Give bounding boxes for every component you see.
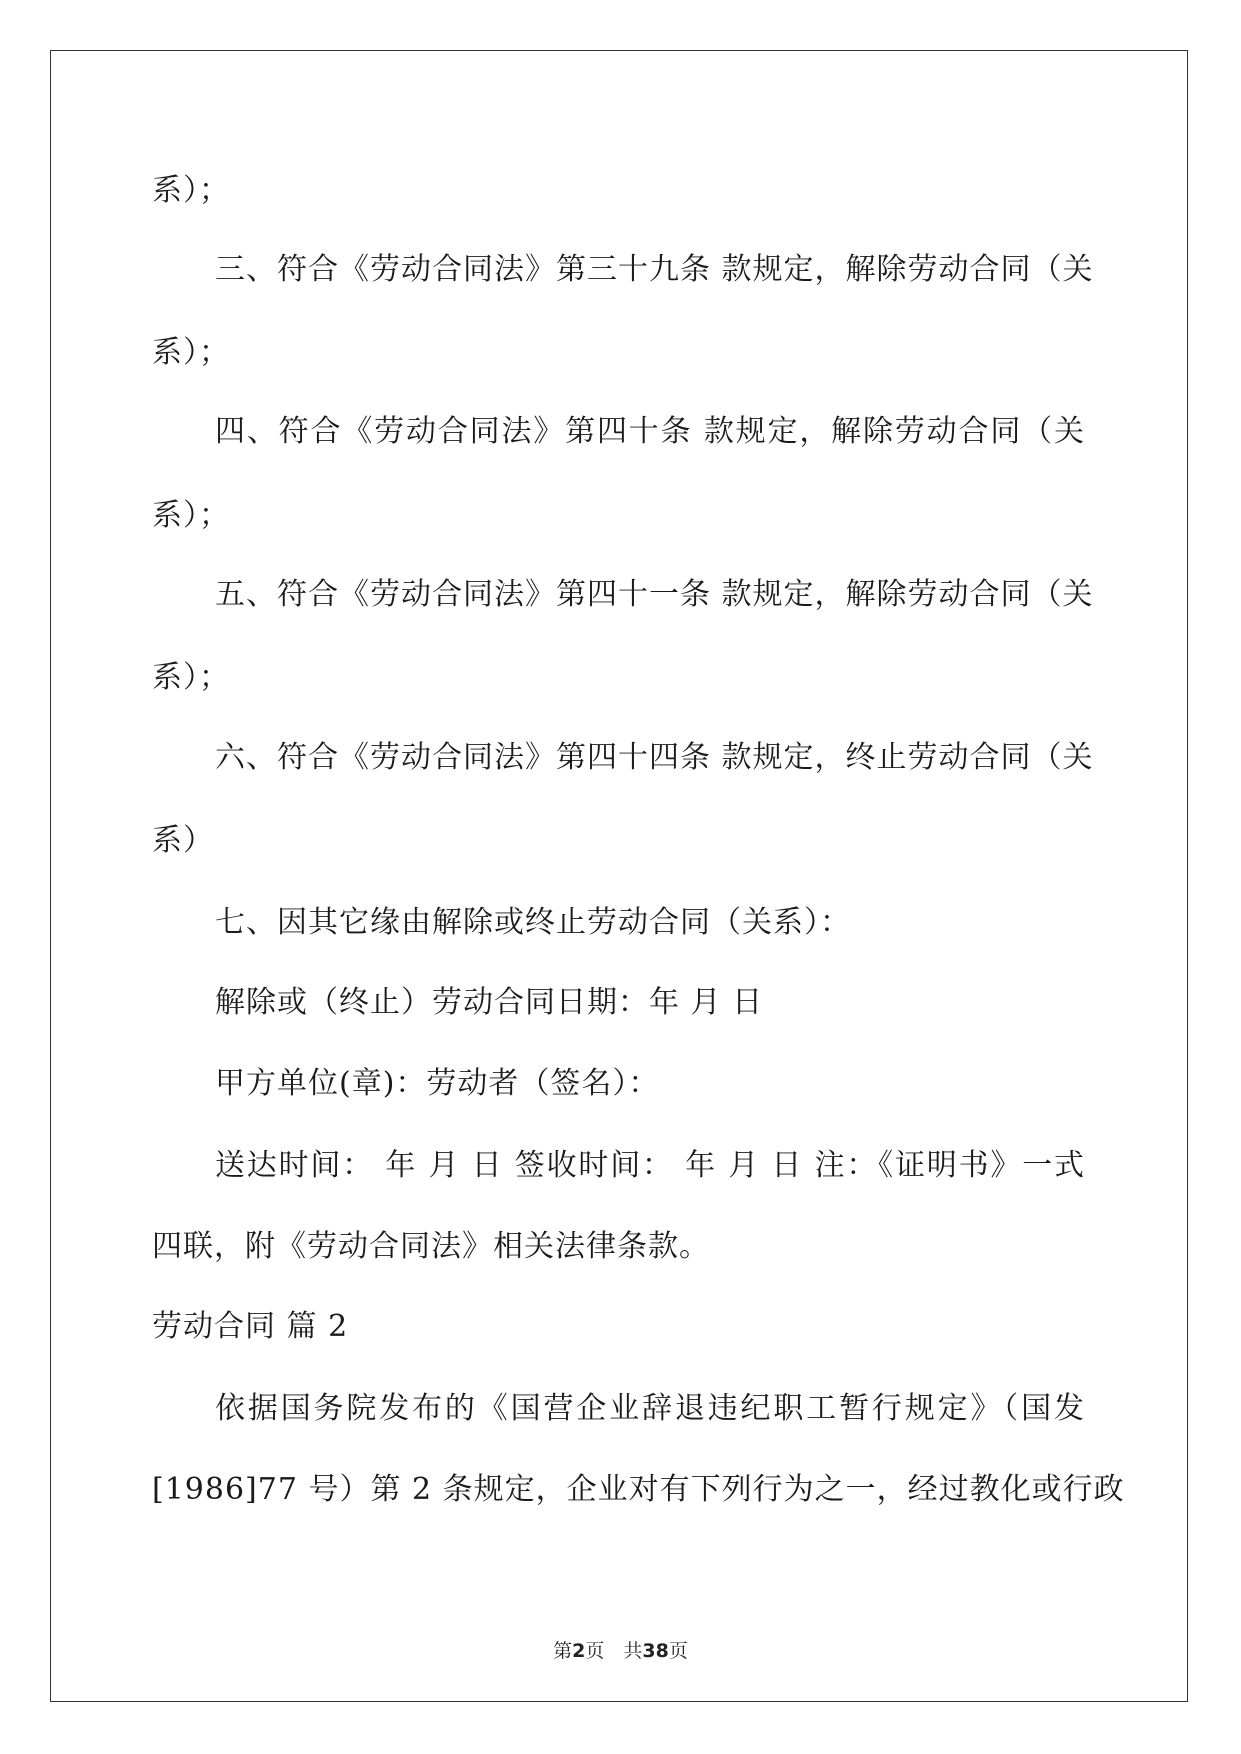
- text-line: 系）: [152, 823, 214, 858]
- text-line: 七、因其它缘由解除或终止劳动合同（关系）：: [215, 905, 851, 940]
- text-line: 六、符合《劳动合同法》第四十四条 款规定，终止劳动合同（关: [215, 740, 1094, 775]
- text-line: 解除或（终止）劳动合同日期：年 月 日: [215, 985, 764, 1020]
- footer-middle: 页 共: [585, 1640, 643, 1662]
- text-line: 甲方单位(章)：劳动者（签名）：: [215, 1066, 660, 1101]
- text-line: 系）；: [152, 173, 230, 208]
- footer-suffix: 页: [668, 1640, 688, 1662]
- text-line: 系）；: [152, 660, 230, 695]
- page-border: [50, 50, 1188, 1702]
- text-line: 四联，附《劳动合同法》相关法律条款。: [152, 1229, 710, 1264]
- footer-prefix: 第: [553, 1640, 573, 1662]
- text-line: [1986]77 号）第 2 条规定，企业对有下列行为之一，经过教化或行政: [152, 1472, 1125, 1507]
- text-line: 送达时间： 年 月 日 签收时间： 年 月 日 注：《证明书》一式: [215, 1148, 1085, 1183]
- text-line: 三、符合《劳动合同法》第三十九条 款规定，解除劳动合同（关: [215, 252, 1094, 287]
- text-line: 系）；: [152, 498, 230, 533]
- text-line: 依据国务院发布的《国营企业辞退违纪职工暂行规定》（国发: [215, 1391, 1085, 1426]
- text-line: 系）；: [152, 335, 230, 370]
- section-heading: 劳动合同 篇 2: [152, 1309, 349, 1344]
- text-line: 五、符合《劳动合同法》第四十一条 款规定，解除劳动合同（关: [215, 577, 1094, 612]
- text-line: 四、符合《劳动合同法》第四十条 款规定，解除劳动合同（关: [215, 414, 1085, 449]
- page-footer: [0, 1636, 1241, 1663]
- total-page-count: 38: [642, 1640, 669, 1662]
- current-page-number: 2: [572, 1640, 586, 1662]
